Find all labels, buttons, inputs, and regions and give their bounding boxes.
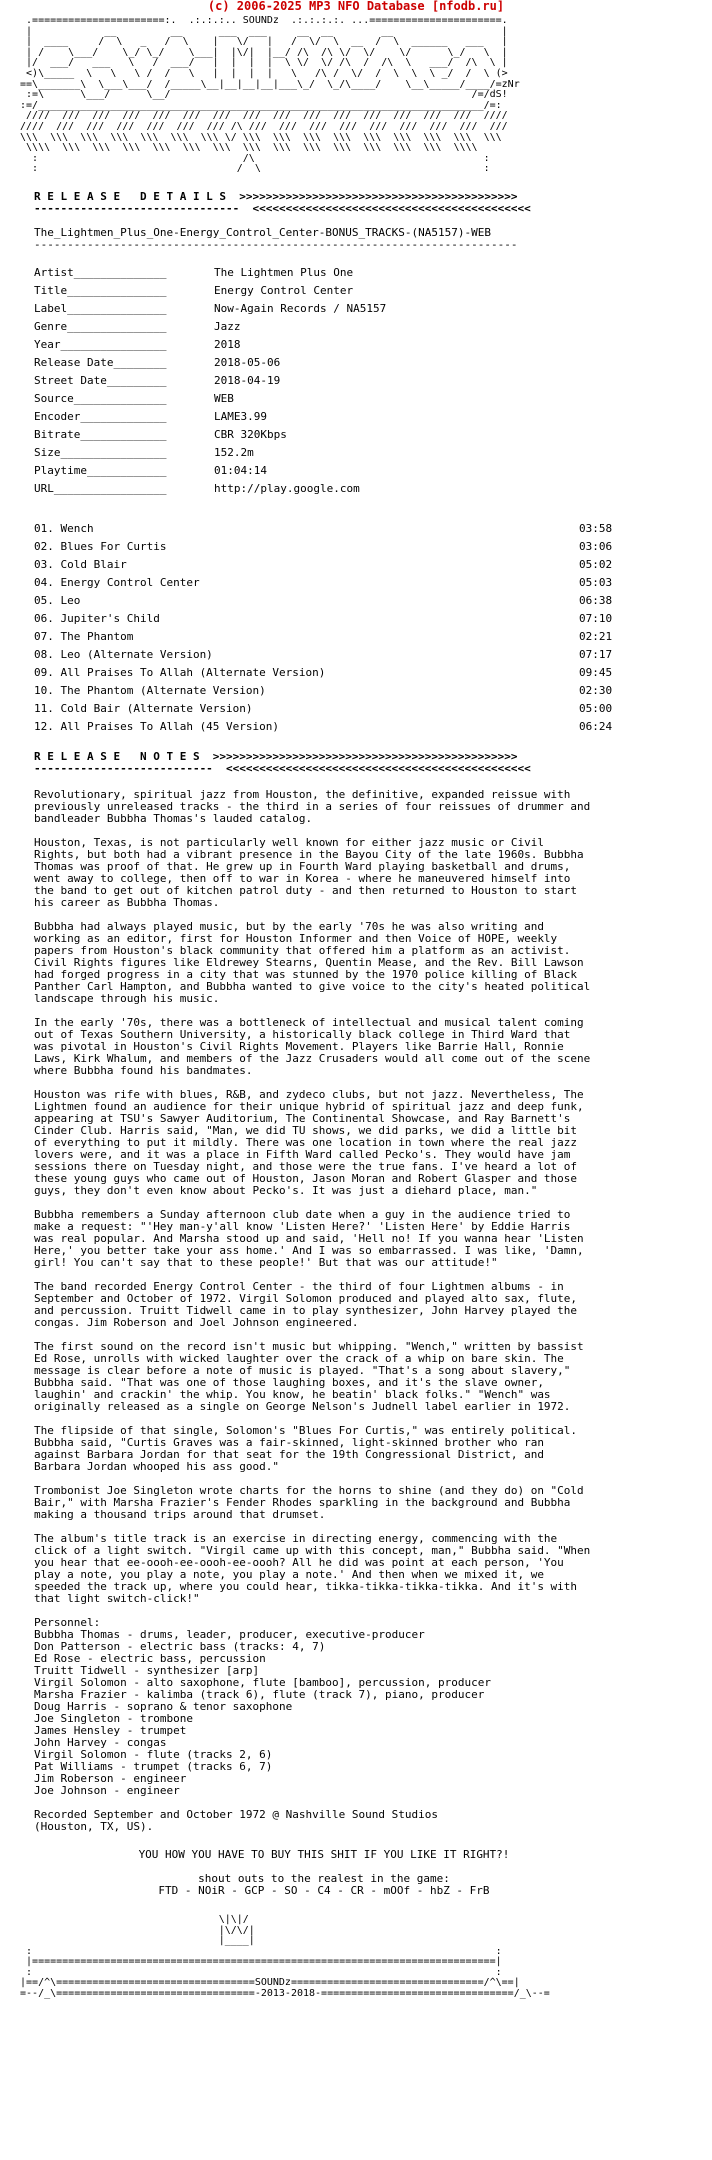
track-time: 03:06 xyxy=(579,539,613,553)
detail-key: Label_______________ xyxy=(34,301,167,315)
detail-key: URL_________________ xyxy=(34,481,167,495)
track-row xyxy=(34,573,704,591)
shoutouts-title: shout outs to the realest in the game: xyxy=(198,1871,450,1885)
personnel-item: Joe Johnson - engineer xyxy=(34,1783,180,1797)
crown-ascii-art: \|\|/ |\/\/| |____| xyxy=(218,1913,255,1947)
detail-key: Title_______________ xyxy=(34,283,167,297)
top-banner: (c) 2006-2025 MP3 NFO Database [nfodb.ru] xyxy=(207,0,505,13)
detail-value: The Lightmen Plus One xyxy=(214,265,354,279)
logo-ascii-art: .======================:. .:.:.:.. SOUNDz .:.:.:.:. ...======================. | __ __ ___ ___ __ __ __ | | ____ / \ _ / \ | \/ | / \/ \ __ / \ ______ ___ | | / \___/ \_/ \_/ \___| |\/| |__/ /\ /\ \/ \/ \/ \_/ \ | |/ ___/ ___ \ / ___/ | | | | \ \/ \/ /\ / /\ \ ___/ /\ \ | <)\_____ \ \ \ / / \ | | | | \ /\ / \/ / \ \ \ _/ / \ (> ==\_______\ \___\___/ /_____\__|__|__|__|___\_/ \_/\____/ \__\_____/____/=zNr :=\ \___/ \__/ /=/dS! :=/__________________________________________________________________________/=: //// /// /// /// /// /// /// /// /// /// /// /// /// /// /// //// //// /// /// /// /// /// /// /\ /// /// /// /// /// /// /// /// /// \\\ \\\ \\\ \\\ \\\ \\\ \\\ \/ \\\ \\\ \\\ \\\ \\\ \\\ \\\ \\\ \\\ \\\\ \\\ \\\ \\\ \\\ \\\ \\\ \\\ \\\ \\\ \\\ \\\ \\\ \\\ \\\\ : /\ : : / \ : xyxy=(20,15,520,175)
detail-key: Artist______________ xyxy=(34,265,167,279)
personnel-item: Jim Roberson - engineer xyxy=(34,1771,187,1785)
notes-paragraph: Trombonist Joe Singleton wrote charts for the horns to shine (and they do) on "Cold Bair," with Marsha Frazier's Fender Rhodes sparkling in the background and Bubbha making a thousand trips around that drumset. xyxy=(34,1483,591,1521)
notes-paragraph: Revolutionary, spiritual jazz from Houston, the definitive, expanded reissue with previously unreleased tracks - the third in a series of four reissues of drummer and bandleader Bubbha Thomas's lauded catalog. xyxy=(34,787,597,825)
personnel-item: Don Patterson - electric bass (tracks: 4, 7) xyxy=(34,1639,326,1653)
detail-row xyxy=(34,299,704,317)
personnel-list xyxy=(34,1629,704,1797)
detail-key: Release Date________ xyxy=(34,355,167,369)
detail-row xyxy=(34,281,704,299)
track-title: 07. The Phantom xyxy=(34,629,134,643)
detail-key: Genre_______________ xyxy=(34,319,167,333)
notes-paragraph: In the early '70s, there was a bottleneck of intellectual and musical talent coming out of Texas Southern University, a historically black college in Third Ward that was pivotal in Houston's Civil Rights Movement. Players like Barrie Hall, Ronnie Laws, Kirk Whalum, and members of the Jazz Crusaders would all come out of the scene where Bubbha found his bandmates. xyxy=(34,1015,597,1077)
detail-row xyxy=(34,371,704,389)
track-time: 02:30 xyxy=(579,683,613,697)
detail-key: Playtime____________ xyxy=(34,463,167,477)
track-row xyxy=(34,627,704,645)
notes-paragraph: The flipside of that single, Solomon's "Blues For Curtis," was entirely political. Bubbha said, "Curtis Graves was a fair-skinned, light-skinned brother who ran against Barbara Jordan for that seat for the 19th Congressional District, and Barbara Jordan whooped his ass good." xyxy=(34,1423,584,1473)
detail-key: Year________________ xyxy=(34,337,167,351)
buy-line: YOU HOW YOU HAVE TO BUY THIS SHIT IF YOU LIKE IT RIGHT?! xyxy=(138,1847,510,1861)
track-time: 07:17 xyxy=(579,647,613,661)
detail-value: 2018-04-19 xyxy=(214,373,281,387)
track-time: 05:03 xyxy=(579,575,613,589)
detail-value: CBR 320Kbps xyxy=(214,427,287,441)
detail-row xyxy=(34,479,704,497)
detail-value: Energy Control Center xyxy=(214,283,354,297)
detail-row xyxy=(34,335,704,353)
track-title: 05. Leo xyxy=(34,593,81,607)
track-time: 02:21 xyxy=(579,629,613,643)
notes-paragraph: Houston, Texas, is not particularly well known for either jazz music or Civil Rights, but both had a vibrant presence in the Bayou City of the late 1960s. Bubbha Thomas was proof of that. He grew up in Fourth Ward playing basketball and drums, went away to college, then off to war in Korea - where he maneuvered himself into the band to get out of kitchen patrol duty - and then returned to Houston to start his career as Bubbha Thomas. xyxy=(34,835,591,909)
detail-value: Jazz xyxy=(214,319,241,333)
track-title: 11. Cold Bair (Alternate Version) xyxy=(34,701,253,715)
detail-value: Now-Again Records / NA5157 xyxy=(214,301,387,315)
personnel-item: Bubbha Thomas - drums, leader, producer, executive-producer xyxy=(34,1627,425,1641)
track-time: 05:00 xyxy=(579,701,613,715)
track-title: 10. The Phantom (Alternate Version) xyxy=(34,683,266,697)
detail-row xyxy=(34,443,704,461)
personnel-item: Ed Rose - electric bass, percussion xyxy=(34,1651,266,1665)
track-title: 12. All Praises To Allah (45 Version) xyxy=(34,719,280,733)
personnel-item: Joe Singleton - trombone xyxy=(34,1711,193,1725)
notes-paragraph: Houston was rife with blues, R&B, and zydeco clubs, but not jazz. Nevertheless, The Lightmen found an audience for their unique hybrid of spiritual jazz and deep funk, appearing at TSU's Sawyer Auditorium, The Continental Showcase, and Ray Barnett's Cinder Club. Harris said, "Man, we did TU shows, we did parks, we did a little bit of everything to put it mildly. There was one location in town where the real jazz lovers were, and it was a place in Fifth Ward called Pecko's. They would have jam sessions there on Tuesday night, and those were the true fans. I've heard a lot of these young guys who came out of Houston, Jason Moran and Robert Glasper and those guys, they don't even know about Pecko's. It was just a diehard place, man." xyxy=(34,1087,591,1197)
track-title: 08. Leo (Alternate Version) xyxy=(34,647,213,661)
personnel-item: John Harvey - congas xyxy=(34,1735,167,1749)
release-name: The_Lightmen_Plus_One-Energy_Control_Center-BONUS_TRACKS-(NA5157)-WEB xyxy=(34,225,491,239)
track-time: 05:02 xyxy=(579,557,613,571)
track-time: 07:10 xyxy=(579,611,613,625)
release-notes-header: R E L E A S E N O T E S >>>>>>>>>>>>>>>>>>>>>>>>>>>>>>>>>>>>>>>>>>>>>> --------------------------- <<<<<<<<<<<<<<<<<<<<<<<<<<<<<<<<<<<<<<<<<<<<<< xyxy=(34,749,531,775)
track-row xyxy=(34,681,704,699)
track-time: 06:24 xyxy=(579,719,613,733)
detail-row xyxy=(34,407,704,425)
track-row xyxy=(34,555,704,573)
track-row xyxy=(34,645,704,663)
personnel-item: Truitt Tidwell - synthesizer [arp] xyxy=(34,1663,260,1677)
notes-paragraph: The album's title track is an exercise in directing energy, commencing with the click of a light switch. "Virgil came up with this concept, man," Bubbha said. "When you hear that ee-oooh-ee-oooh-ee-oooh? All he did was point at each person, 'You play a note, you play a note, you play a note.' And then when we mixed it, we speeded the track up, where you could hear, tikka-tikka-tikka-tikka. And it's with that light switch-click!" xyxy=(34,1531,597,1605)
detail-row xyxy=(34,317,704,335)
track-row xyxy=(34,537,704,555)
track-time: 06:38 xyxy=(579,593,613,607)
release-details-header: R E L E A S E D E T A I L S >>>>>>>>>>>>>>>>>>>>>>>>>>>>>>>>>>>>>>>>>> ------------------------------- <<<<<<<<<<<<<<<<<<<<<<<<<<<<<<<<<<<<<<<<<< xyxy=(34,189,531,215)
track-time: 03:58 xyxy=(579,521,613,535)
personnel-item: Marsha Frazier - kalimba (track 6), flute (track 7), piano, producer xyxy=(34,1687,485,1701)
track-title: 03. Cold Blair xyxy=(34,557,127,571)
track-title: 01. Wench xyxy=(34,521,94,535)
notes-paragraph: The first sound on the record isn't music but whipping. "Wench," written by bassist Ed Rose, unrolls with wicked laughter over the crack of a whip on bare skin. The message is clear before a note of music is played. "That's a song about slavery," Bubbha said. "That was one of those laughing boxes, and it's the slave owner, laughin' and crackin' the whip. You know, he beatin' black folks." "Wench" was originally released as a single on George Nelson's Judnell label earlier in 1972. xyxy=(34,1339,591,1413)
footer-ascii-art: : : |=============================================================================| : : |==/^\=================================SOUNDz================================/^\==| =--/_\=================================-2013-2018-================================/_\--= xyxy=(20,1945,550,2000)
detail-key: Encoder_____________ xyxy=(34,409,167,423)
nfo-page xyxy=(14,16,704,2000)
detail-value: 2018 xyxy=(214,337,241,351)
detail-key: Size________________ xyxy=(34,445,167,459)
track-title: 02. Blues For Curtis xyxy=(34,539,167,553)
shoutouts-list: FTD - NOiR - GCP - SO - C4 - CR - mOOf - hbZ - FrB xyxy=(158,1883,490,1897)
track-row xyxy=(34,699,704,717)
detail-key: Bitrate_____________ xyxy=(34,427,167,441)
detail-key: Street Date_________ xyxy=(34,373,167,387)
notes-paragraph: The band recorded Energy Control Center - the third of four Lightmen albums - in September and October of 1972. Virgil Solomon produced and played alto sax, flute, and percussion. Truitt Tidwell came in to play synthesizer, John Harvey played the congas. Jim Roberson and Joel Johnson engineered. xyxy=(34,1279,584,1329)
detail-key: Source______________ xyxy=(34,391,167,405)
tracklist xyxy=(34,519,704,735)
detail-value[interactable]: http://play.google.com xyxy=(214,481,360,495)
track-row xyxy=(34,663,704,681)
track-time: 09:45 xyxy=(579,665,613,679)
personnel-item: James Hensley - trumpet xyxy=(34,1723,187,1737)
track-title: 09. All Praises To Allah (Alternate Version) xyxy=(34,665,326,679)
track-row xyxy=(34,591,704,609)
personnel-title: Personnel: xyxy=(34,1615,101,1629)
detail-row xyxy=(34,461,704,479)
detail-value: WEB xyxy=(214,391,234,405)
detail-value: LAME3.99 xyxy=(214,409,267,423)
detail-row xyxy=(34,425,704,443)
release-notes xyxy=(34,789,704,1897)
detail-value: 01:04:14 xyxy=(214,463,267,477)
track-title: 04. Energy Control Center xyxy=(34,575,200,589)
notes-paragraph: Bubbha had always played music, but by the early '70s he was also writing and working as an editor, first for Houston Informer and then Voice of HOPE, weekly papers from Houston's black community that offered him a platform as an activist. Civil Rights figures like Eldrewey Stearns, Quentin Mease, and the Rev. Bill Lawson had forged progress in a city that was stunned by the 1970 police killing of Black Panther Carl Hampton, and Bubbha wanted to give voice to the city's heated political landscape through his music. xyxy=(34,919,597,1005)
detail-value: 2018-05-06 xyxy=(214,355,281,369)
personnel-item: Virgil Solomon - alto saxophone, flute [bamboo], percussion, producer xyxy=(34,1675,491,1689)
detail-row xyxy=(34,263,704,281)
details-list xyxy=(34,263,704,497)
personnel-item: Pat Williams - trumpet (tracks 6, 7) xyxy=(34,1759,273,1773)
detail-row xyxy=(34,389,704,407)
personnel-item: Virgil Solomon - flute (tracks 2, 6) xyxy=(34,1747,273,1761)
track-title: 06. Jupiter's Child xyxy=(34,611,160,625)
track-row xyxy=(34,609,704,627)
recorded-info: Recorded September and October 1972 @ Nashville Sound Studios (Houston, TX, US). xyxy=(34,1807,438,1833)
detail-row xyxy=(34,353,704,371)
track-row xyxy=(34,717,704,735)
track-row xyxy=(34,519,704,537)
notes-paragraph: Bubbha remembers a Sunday afternoon club date when a guy in the audience tried to make a request: "'Hey man-y'all know 'Listen Here?' 'Listen Here' by Eddie Harris was real popular. And Marsha stood up and said, 'Hell no! If you wanna hear 'Listen Here,' you better take your ass home.' And I was so embarrassed. I was like, 'Damn, girl! You can't say that to these people!' But that was our attitude!" xyxy=(34,1207,591,1269)
separator: ------------------------------------------------------------------------- xyxy=(34,237,518,251)
personnel-item: Doug Harris - soprano & tenor saxophone xyxy=(34,1699,293,1713)
detail-value: 152.2m xyxy=(214,445,254,459)
